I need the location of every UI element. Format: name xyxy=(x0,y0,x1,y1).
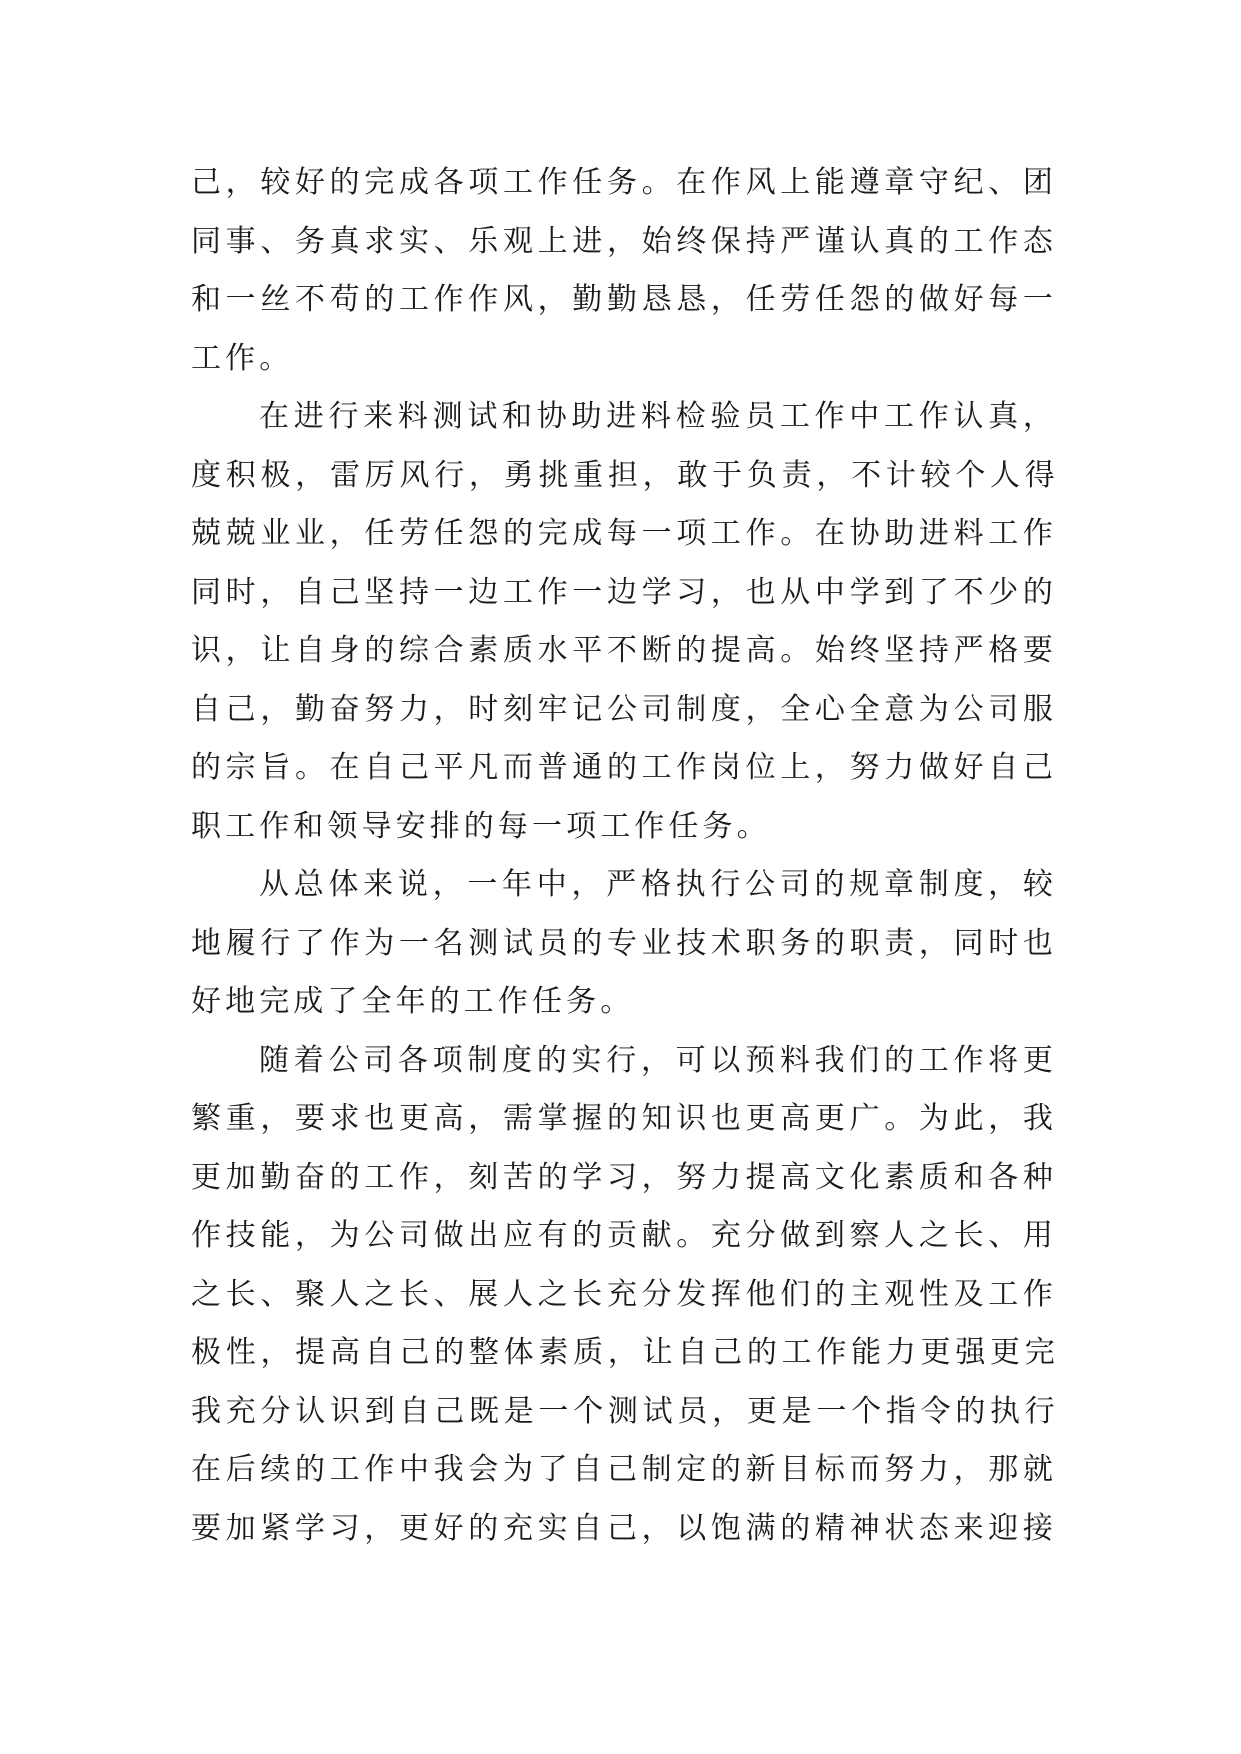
text-line: 同事、务真求实、乐观上进，始终保持严谨认真的工作态 xyxy=(191,223,1057,259)
text-line: 随着公司各项制度的实行，可以预料我们的工作将更 xyxy=(259,1042,1057,1078)
text-line: 在后续的工作中我会为了自己制定的新目标而努力，那就 xyxy=(191,1452,1057,1487)
text-line: 己，较好的完成各项工作任务。在作风上能遵章守纪、团 xyxy=(191,165,1057,200)
text-line: 的宗旨。在自己平凡而普通的工作岗位上，努力做好自己 xyxy=(191,750,1057,785)
text-line: 自己，勤奋努力，时刻牢记公司制度，全心全意为公司服 xyxy=(191,691,1057,727)
text-line: 要加紧学习，更好的充实自己，以饱满的精神状态来迎接 xyxy=(191,1510,1057,1546)
text-line: 极性，提高自己的整体素质，让自己的工作能力更强更完 xyxy=(191,1335,1057,1370)
text-line: 从总体来说，一年中，严格执行公司的规章制度，较 xyxy=(259,867,1057,902)
text-line: 识，让自身的综合素质水平不断的提高。始终坚持严格要 xyxy=(191,633,1057,668)
text-line: 之长、聚人之长、展人之长充分发挥他们的主观性及工作 xyxy=(191,1276,1057,1312)
text-line: 兢兢业业，任劳任怨的完成每一项工作。在协助进料工作 xyxy=(191,516,1057,551)
text-line: 同时，自己坚持一边工作一边学习，也从中学到了不少的 xyxy=(191,574,1057,610)
text-line: 工作。 xyxy=(191,340,294,376)
body-text xyxy=(191,154,1057,1558)
text-line: 繁重，要求也更高，需掌握的知识也更高更广。为此，我 xyxy=(191,1101,1057,1136)
text-line: 职工作和领导安排的每一项工作任务。 xyxy=(191,808,771,844)
text-line: 地履行了作为一名测试员的专业技术职务的职责，同时也 xyxy=(191,925,1057,961)
text-line: 在进行来料测试和协助进料检验员工作中工作认真， xyxy=(259,399,1057,434)
text-line: 度积极，雷厉风行，勇挑重担，敢于负责，不计较个人得 xyxy=(191,457,1057,493)
text-line: 更加勤奋的工作，刻苦的学习，努力提高文化素质和各种 xyxy=(191,1159,1057,1195)
text-line: 作技能，为公司做出应有的贡献。充分做到察人之长、用 xyxy=(191,1218,1057,1253)
text-line: 好地完成了全年的工作任务。 xyxy=(191,984,635,1019)
text-line: 和一丝不苟的工作作风，勤勤恳恳，任劳任怨的做好每一 xyxy=(191,282,1057,317)
text-line: 我充分认识到自己既是一个测试员，更是一个指令的执行 xyxy=(191,1393,1057,1429)
